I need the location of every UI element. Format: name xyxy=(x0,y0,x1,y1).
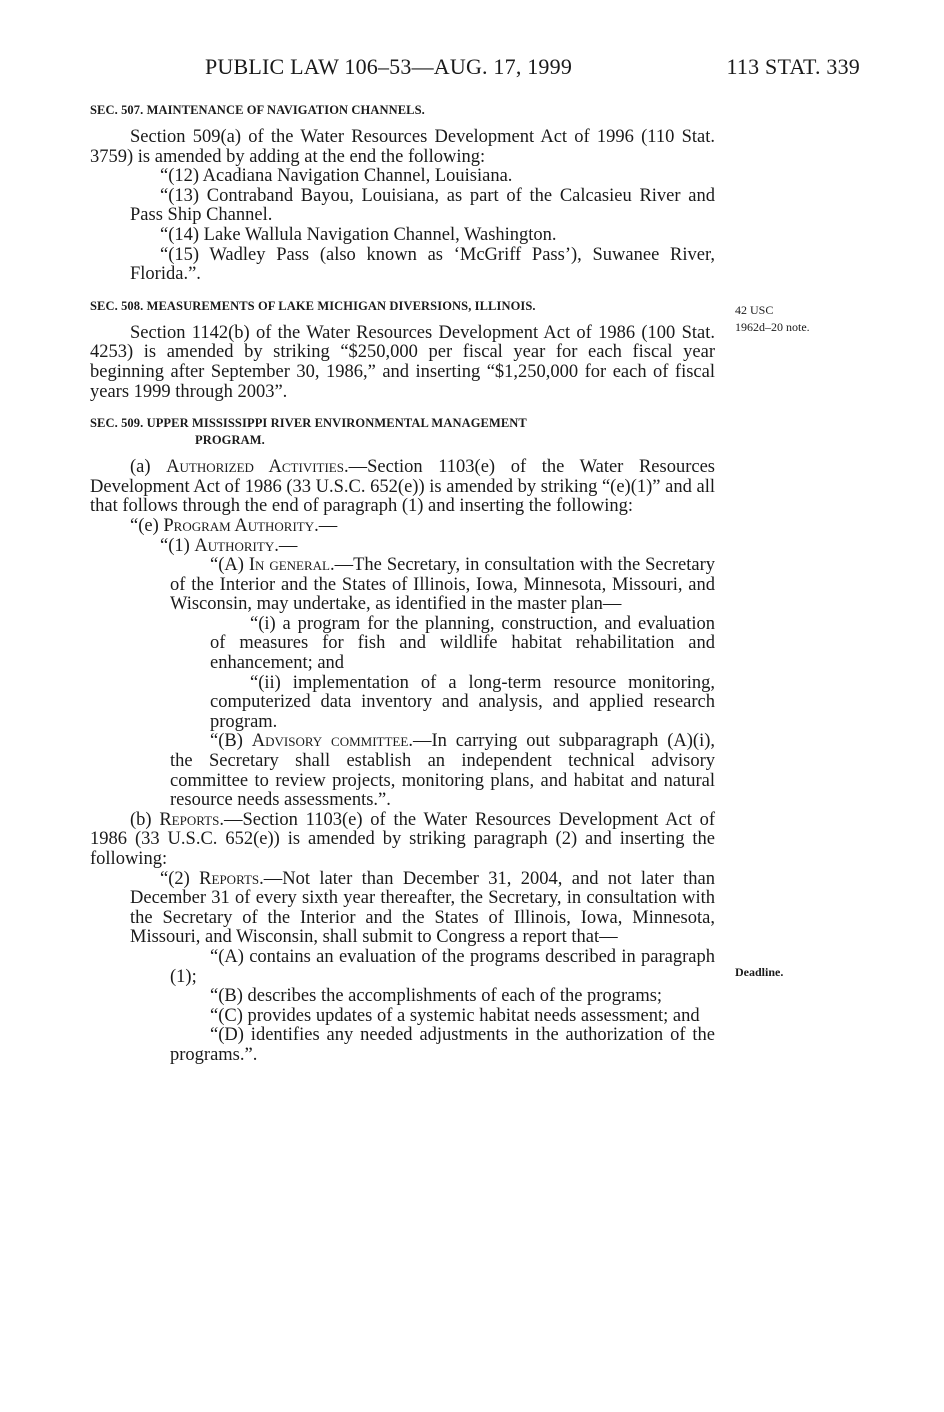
sec-508-heading: SEC. 508. MEASUREMENTS OF LAKE MICHIGAN DIVERSIONS, ILLINOIS. xyxy=(90,298,536,313)
sec-509-e-label: “(e) xyxy=(130,515,164,536)
sec-509-subsection-b xyxy=(90,811,715,870)
sec-509-b-caption: Reports xyxy=(159,809,220,830)
sec-509-subpara-B xyxy=(90,732,715,810)
sec-509-a-caption: Authorized Activities xyxy=(166,457,344,478)
document-body xyxy=(90,102,715,1066)
sec-509-b-label: (b) xyxy=(130,809,160,830)
sec-509-2-caption: Reports xyxy=(199,868,260,889)
sec-509-A-text: .—The Secretary, in consultation with the Secretary of the Interior and the States of Illinois, Iowa, Minnesota, Missouri, and Wisconsin, may undertake, as identified in the master plan— xyxy=(170,555,715,615)
sec-509-report-item-D: “(D) identifies any needed adjustments in the authorization of the programs.”. xyxy=(170,1025,715,1065)
margin-note-deadline: Deadline. xyxy=(735,965,784,979)
sec-509-a-label: (a) xyxy=(130,457,167,478)
sec-509-e-caption: Program Authority xyxy=(163,515,315,536)
sec-509-1-label: “(1) xyxy=(160,535,195,556)
margin-note-usc-line2: 1962d–20 note. xyxy=(735,320,810,334)
sec-509-A-caption: In general xyxy=(248,555,330,576)
sec-509-para-2 xyxy=(90,870,715,948)
sec-509-1-end: .— xyxy=(274,535,298,556)
margin-note-usc-line1: 42 USC xyxy=(735,303,774,317)
sec-509-B-text: .—In carrying out subparagraph (A)(i), the Secretary shall establish an independent technical advisory committee to review projects, monitoring plans, and habitat and natural resource needs assessments.”. xyxy=(170,731,716,811)
sec-509-b-text: .—Section 1103(e) of the Water Resources Development Act of 1986 (33 U.S.C. 652(e)) is amended by striking paragraph (2) and inserting the following: xyxy=(90,809,716,869)
sec-509-B-label: “(B) xyxy=(210,731,252,752)
sec-509-e-heading xyxy=(90,517,715,537)
sec-509-clause-i: “(i) a program for the planning, construction, and evaluation of measures for fish and wildlife habitat rehabilitation and enhancement; and xyxy=(210,613,715,674)
sec-509-subsection-a xyxy=(90,458,715,517)
margin-note-usc xyxy=(735,303,810,334)
sec-509-heading xyxy=(90,415,715,449)
sec-509-clause-ii: “(ii) implementation of a long-term resource monitoring, computerized data inventory and analysis, and applied research program. xyxy=(210,672,715,732)
sec-509-report-item-C: “(C) provides updates of a systemic habitat needs assessment; and xyxy=(210,1005,700,1026)
sec-507-item-14: “(14) Lake Wallula Navigation Channel, Washington. xyxy=(160,224,557,245)
sec-509-B-caption: Advisory committee xyxy=(251,731,409,752)
sec-508-text: Section 1142(b) of the Water Resources Development Act of 1986 (100 Stat. 4253) is amended by striking “$250,000 per fiscal year for each fiscal year beginning after September 30, 1986,” and inserting “$1,250,000 for each of fiscal years 1999 through 2003”. xyxy=(90,322,715,402)
sec-507-item-13: “(13) Contraband Bayou, Louisiana, as part of the Calcasieu River and Pass Ship Channel. xyxy=(130,185,715,226)
sec-509-para-1-heading xyxy=(90,537,715,557)
sec-507-item-12: “(12) Acadiana Navigation Channel, Louisiana. xyxy=(160,166,513,187)
sec-507-item-15: “(15) Wadley Pass (also known as ‘McGriff Pass’), Suwanee River, Florida.”. xyxy=(130,244,715,285)
sec-509-e-end: .— xyxy=(314,515,338,536)
sec-509-1-caption: Authority xyxy=(194,535,275,556)
sec-507-heading: SEC. 507. MAINTENANCE OF NAVIGATION CHANNELS. xyxy=(90,103,425,117)
sec-509-a-text: .—Section 1103(e) of the Water Resources Development Act of 1986 (33 U.S.C. 652(e)) is amended by striking “(e)(1)” and all that follows through the end of paragraph (1) and inserting the following: xyxy=(90,457,715,517)
sec-509-2-text: .—Not later than December 31, 2004, and not later than December 31 of every sixth year thereafter, the Secretary, in consultation with the Secretary of the Interior and the States of Illinois, Iowa, Minnesota, Missouri, and Wisconsin, shall submit to Congress a report that— xyxy=(130,868,715,948)
sec-509-heading-line2: PROGRAM. xyxy=(195,433,265,448)
sec-509-report-item-A: “(A) contains an evaluation of the programs described in paragraph (1); xyxy=(170,946,715,987)
sec-509-report-item-B: “(B) describes the accomplishments of each of the programs; xyxy=(210,986,663,1007)
sec-509-heading-line1: SEC. 509. UPPER MISSISSIPPI RIVER ENVIRONMENTAL MANAGEMENT xyxy=(90,416,527,431)
sec-509-2-label: “(2) xyxy=(160,868,200,889)
running-header xyxy=(90,54,860,84)
header-title: PUBLIC LAW 106–53—AUG. 17, 1999 xyxy=(205,54,573,79)
sec-509-subpara-A xyxy=(90,556,715,615)
sec-507-intro: Section 509(a) of the Water Resources Development Act of 1996 (110 Stat. 3759) is amended by adding at the end the following: xyxy=(90,127,715,167)
header-stat-page: 113 STAT. 339 xyxy=(726,54,860,79)
sec-509-A-label: “(A) xyxy=(210,555,249,576)
